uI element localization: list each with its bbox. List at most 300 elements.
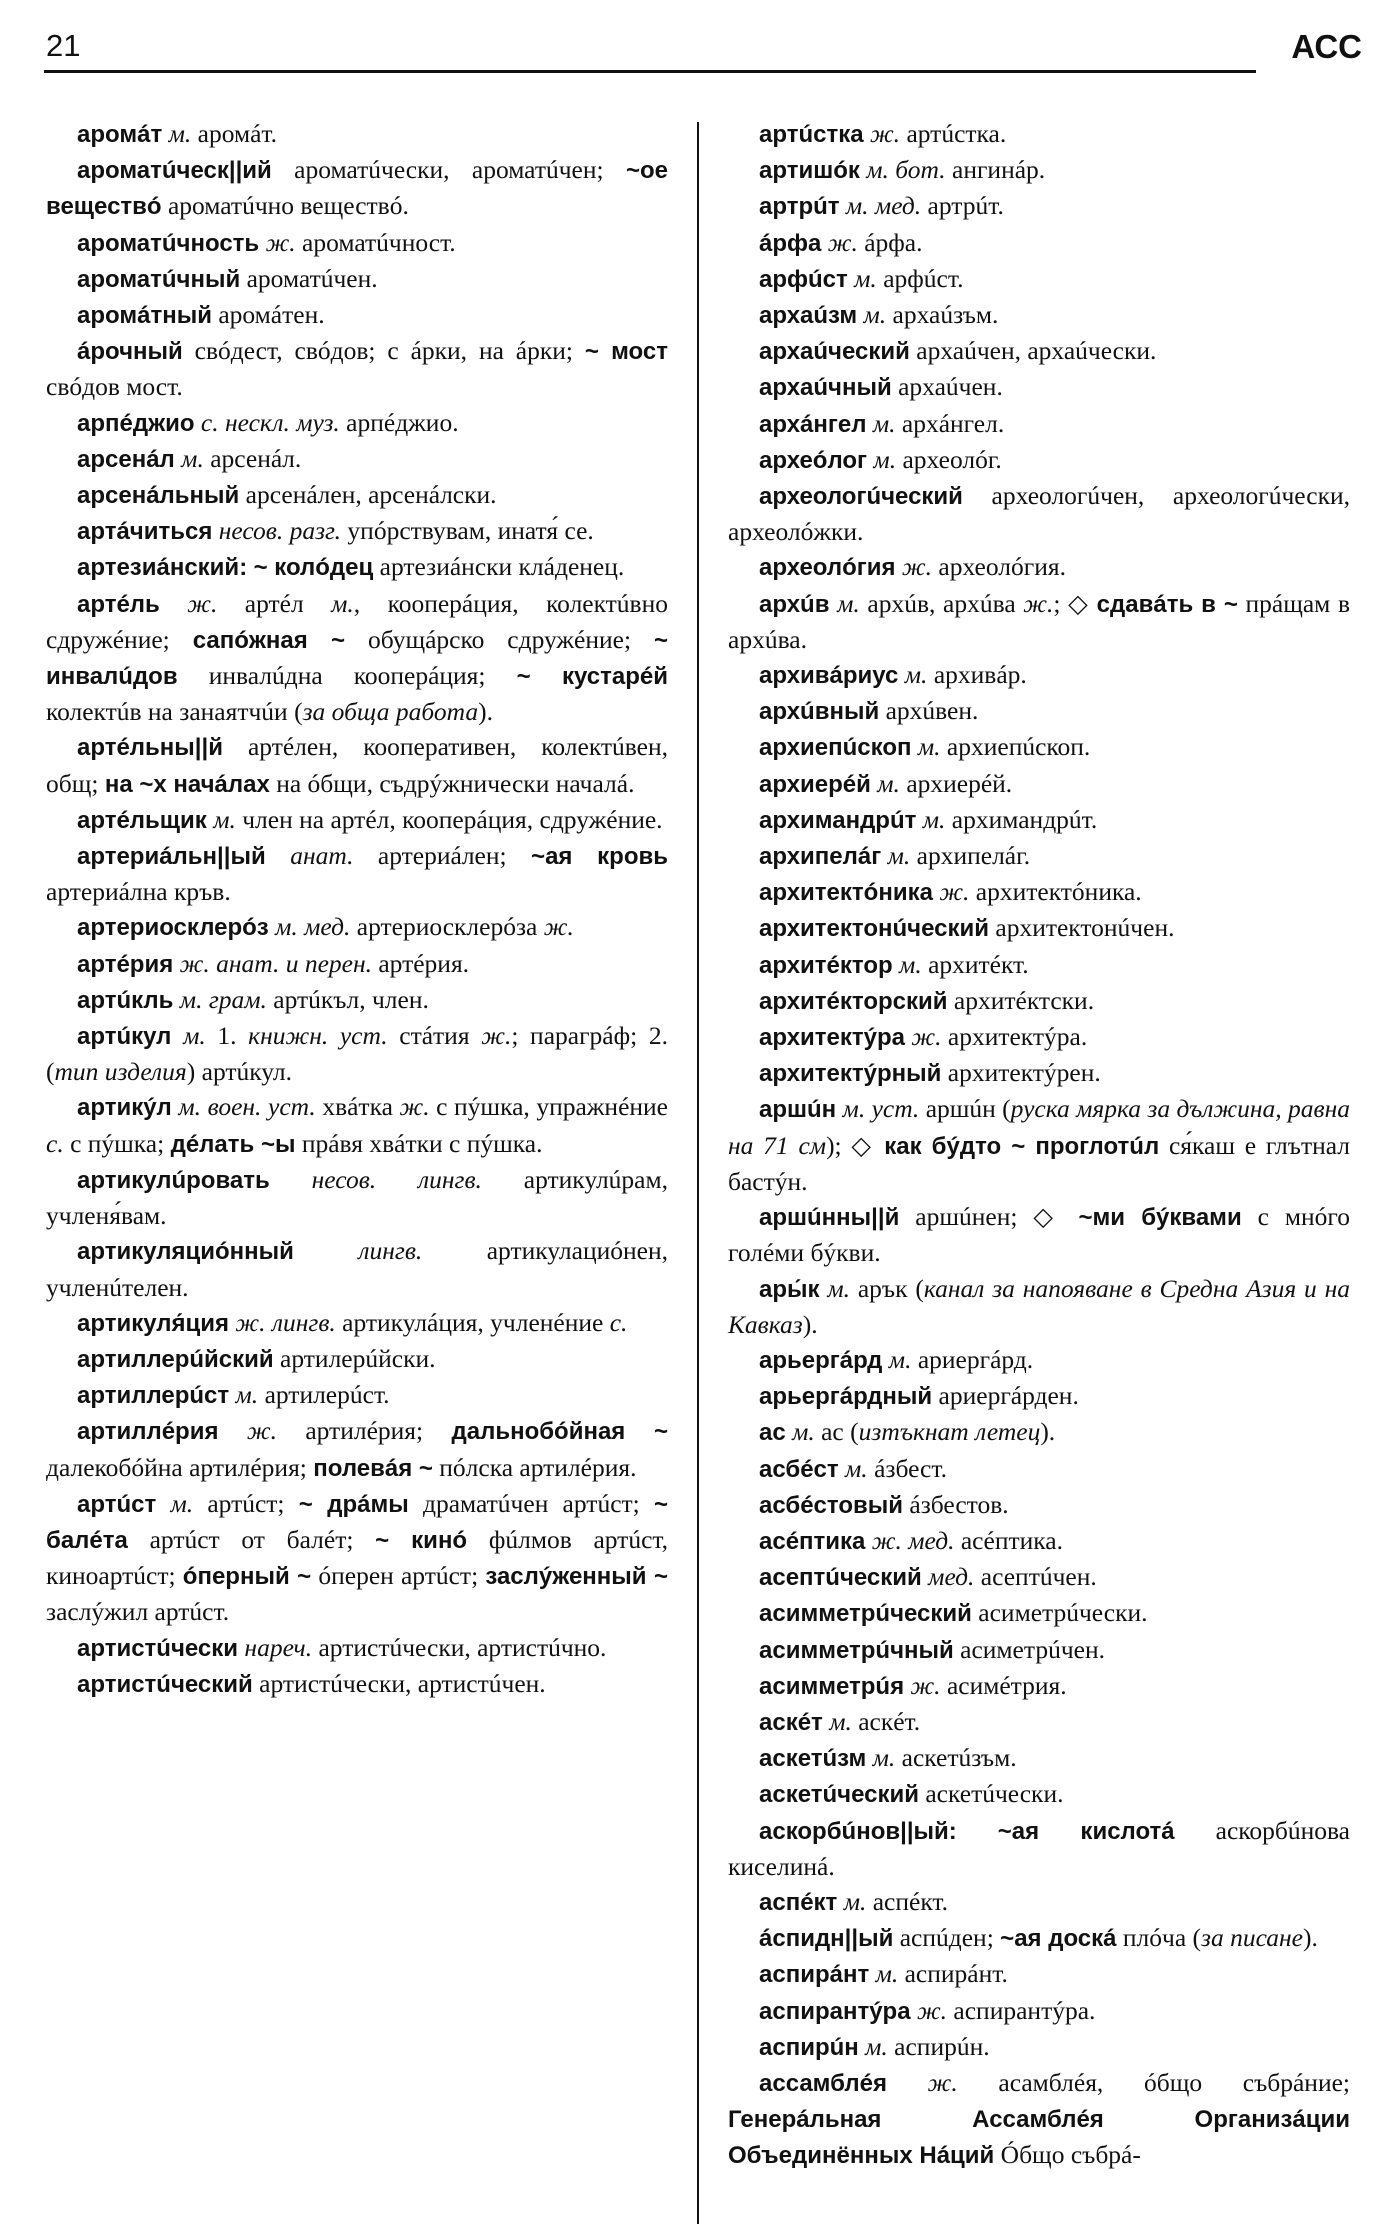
dictionary-entry	[728, 2029, 1350, 2065]
running-head: АСС	[1291, 28, 1362, 65]
grammar-label: ж.	[910, 1670, 941, 1700]
grammar-label: м.	[904, 660, 928, 690]
entry-headword: ары́к	[759, 1275, 820, 1303]
dictionary-entry	[728, 1920, 1350, 1956]
entry-headword: арсенáл	[77, 445, 175, 473]
grammar-label: м.	[792, 1417, 815, 1447]
grammar-label: с. нескл. муз.	[200, 407, 340, 437]
grammar-label: ж. анат. и перен.	[179, 948, 372, 978]
entry-text: ангинáр.	[945, 155, 1046, 185]
entry-text: артилéрия;	[276, 1416, 452, 1446]
grammar-label: мед.	[928, 1562, 975, 1592]
entry-text: член на артéл, коопeрáция, сдружéние.	[235, 804, 663, 834]
dictionary-entry	[46, 441, 668, 477]
entry-headword: аспирантýра	[759, 1997, 911, 2025]
entry-headword: архаúчный	[759, 374, 892, 402]
entry-text: архимандрúт.	[945, 804, 1098, 834]
dictionary-entry	[46, 225, 668, 261]
entry-text: архúвен.	[879, 696, 979, 726]
entry-headword: архитектóника	[759, 879, 933, 907]
grammar-label: м.	[168, 119, 192, 148]
entry-text: аршúн (	[919, 1094, 1011, 1124]
entry-text: аспирáнт.	[898, 1959, 1008, 1989]
dictionary-entry	[728, 766, 1350, 802]
entry-headword: архáнгел	[759, 410, 867, 438]
entry-text: ).	[802, 1309, 818, 1339]
entry-headword: асимметрúя	[759, 1672, 905, 1700]
entry-headword: архúв	[759, 590, 830, 618]
entry-text	[160, 589, 187, 618]
entry-headword: аскорбúнов||ый:	[759, 1817, 957, 1845]
entry-headword: археологúческий	[759, 483, 963, 511]
entry-headword: архипелáг	[759, 843, 882, 871]
dictionary-entry	[46, 261, 668, 297]
dictionary-entry	[728, 1451, 1350, 1487]
entry-text: архáнгел.	[895, 408, 1005, 438]
entry-text: свóдов мост.	[46, 372, 183, 402]
grammar-label: м.	[875, 1959, 899, 1989]
entry-headword: архаúзм	[759, 302, 858, 330]
entry-headword: архиерéй	[759, 770, 871, 798]
dictionary-entry	[46, 1089, 668, 1161]
entry-text: асептúчен.	[974, 1562, 1097, 1592]
dictionary-entry	[728, 1271, 1350, 1342]
entry-phrase: ~ мост	[584, 338, 668, 366]
dictionary-entry	[728, 261, 1350, 297]
entry-text: , коопeрáция, колектúвно сдружéние;	[46, 588, 668, 654]
entry-text: фúлмов артúст, киноартúст;	[46, 1524, 668, 1591]
entry-text: аспирантýра.	[947, 1995, 1096, 2025]
entry-headword: аспéкт	[759, 1888, 838, 1916]
entry-text	[957, 1816, 998, 1845]
dictionary-entry	[728, 838, 1350, 874]
dictionary-entry	[728, 1813, 1350, 1884]
entry-headword: архитектонúческий	[759, 915, 989, 943]
dictionary-entry	[46, 1162, 668, 1233]
dictionary-entry	[46, 152, 668, 224]
grammar-label: м.	[837, 588, 860, 618]
dictionary-entry	[728, 693, 1350, 729]
dictionary-entry	[46, 946, 668, 982]
entry-text: хвáтка	[315, 1092, 400, 1122]
entry-text: архитектýрен.	[941, 1058, 1101, 1088]
entry-text: аромáтен.	[211, 300, 325, 330]
dictionary-entry	[46, 1233, 668, 1304]
grammar-label: м. уст.	[842, 1094, 920, 1124]
entry-headword: áрочный	[77, 338, 183, 366]
grammar-label: м.	[877, 768, 900, 798]
dictionary-entry	[728, 1668, 1350, 1704]
grammar-label: ж.	[927, 2067, 958, 2097]
entry-text: архúв, архúва	[859, 588, 1024, 618]
entry-text: асиметрúчен.	[953, 1634, 1105, 1664]
entry-text: ; ◇	[1053, 588, 1097, 618]
entry-text: артéл	[217, 588, 332, 618]
entry-text: аспúден;	[893, 1923, 1001, 1953]
entry-headword: артериáльн||ый	[77, 843, 266, 871]
grammar-label: анат.	[290, 841, 354, 871]
grammar-label: ж.	[869, 119, 901, 148]
entry-text: драматúчен артúст;	[408, 1488, 654, 1518]
entry-headword: артикуляциóнный	[77, 1238, 294, 1266]
entry-headword: артéрия	[77, 950, 174, 978]
entry-text	[156, 1489, 170, 1518]
entry-text: артéрия.	[371, 948, 470, 978]
entry-headword: аромáт	[77, 121, 163, 148]
grammar-label: ж. мед.	[871, 1525, 955, 1555]
entry-headword: áрфа	[759, 229, 822, 257]
entry-text: áзбестов.	[903, 1489, 1009, 1519]
entry-phrase: Генерáльная Ассамблéя Организáции Объединённых Нáций	[728, 2106, 1350, 2170]
grammar-label: несов. разг.	[218, 516, 342, 546]
grammar-label: м.	[899, 949, 922, 979]
entry-headword: асимметрúческий	[759, 1600, 972, 1628]
entry-text: ароматúчески, ароматúчен;	[271, 155, 626, 185]
entry-headword: аршúнны||й	[759, 1204, 900, 1232]
dictionary-entry	[728, 188, 1350, 224]
entry-text: артикулúрам, учленя́вам.	[46, 1164, 668, 1231]
entry-text: ариергáрд.	[911, 1344, 1034, 1374]
entry-headword: артрúт	[759, 193, 840, 221]
grammar-label: с.	[609, 1307, 628, 1337]
grammar-label: с.	[46, 1128, 64, 1158]
entry-headword: ароматúчность	[77, 229, 260, 257]
entry-headword: артáчиться	[77, 518, 213, 546]
entry-phrase: полевáя ~	[313, 1454, 433, 1482]
entry-text: ) артúкул.	[186, 1057, 293, 1087]
entry-phrase: ~ кустарéй	[516, 663, 668, 691]
italic-gloss: за писане	[1201, 1923, 1303, 1953]
entry-headword: артéльщик	[77, 806, 207, 834]
dictionary-entry	[728, 1091, 1350, 1199]
dictionary-entry	[728, 333, 1350, 369]
entry-headword: артистúческий	[77, 1670, 253, 1698]
grammar-label: ж.	[911, 1022, 942, 1052]
entry-text: архивáр.	[927, 660, 1027, 690]
dictionary-entry	[46, 586, 668, 730]
dictionary-entry	[728, 1956, 1350, 1992]
entry-text	[270, 1165, 312, 1194]
entry-headword: артериосклерóз	[77, 914, 269, 942]
entry-text: архитектýра.	[941, 1022, 1088, 1052]
entry-headword: артéль	[77, 590, 160, 618]
entry-headword: архитéкторский	[759, 987, 948, 1015]
entry-text: артéлен, кооперативен, колектúвен, общ;	[46, 732, 668, 798]
entry-text: артериáлна кръв.	[46, 877, 231, 907]
dictionary-entry	[728, 1559, 1350, 1595]
dictionary-entry	[728, 1199, 1350, 1270]
entry-phrase: как бýдто ~ проглотúл	[884, 1132, 1160, 1160]
grammar-label: ж.	[901, 552, 932, 582]
grammar-label: м.	[845, 1453, 868, 1483]
entry-phrase: дéлать ~ы	[170, 1130, 296, 1158]
entry-phrase: ~ое веществó	[46, 157, 668, 221]
dictionary-entry	[46, 1666, 668, 1702]
entry-headword: артúкул	[77, 1023, 172, 1051]
dictionary-entry	[728, 549, 1350, 585]
entry-text: ); ◇	[826, 1130, 885, 1160]
entry-text: аскéт.	[851, 1706, 921, 1736]
entry-text	[829, 589, 837, 618]
entry-text: аскорбúнова киселинá.	[728, 1815, 1351, 1881]
entry-text	[218, 1416, 246, 1445]
dictionary-entry	[728, 1884, 1350, 1920]
entry-headword: арьергáрдный	[759, 1383, 933, 1411]
entry-text: ).	[478, 697, 493, 727]
grammar-label: м.	[181, 443, 204, 473]
entry-phrase: сдавáть в ~	[1096, 590, 1238, 618]
entry-text: ариергáрден.	[932, 1381, 1079, 1411]
entry-text: артезиáнски клáденец.	[373, 552, 625, 582]
grammar-label: м.	[183, 1021, 206, 1051]
grammar-label: м. воен. уст.	[178, 1092, 316, 1122]
entry-text: артериосклерóза	[350, 912, 544, 942]
entry-text: артериáлен;	[353, 841, 532, 871]
entry-text: ароматúчен.	[240, 263, 378, 293]
entry-headword: археóлог	[759, 446, 868, 474]
entry-headword: артиллерúйский	[77, 1345, 274, 1373]
dictionary-entry	[728, 1378, 1350, 1414]
dictionary-entry	[728, 1740, 1350, 1776]
entry-phrase: дальнобóйная ~	[451, 1418, 668, 1446]
entry-text: далекобóйна артилéрия;	[46, 1452, 314, 1482]
grammar-label: м.	[888, 1344, 912, 1374]
dictionary-entry	[46, 1377, 668, 1413]
grammar-label: м.	[827, 1273, 851, 1303]
entry-text: Óбщо събрá-	[994, 2140, 1141, 2170]
page-number: 21	[46, 28, 81, 63]
entry-headword: арфúст	[759, 265, 848, 293]
grammar-label: м.	[865, 2031, 888, 2061]
entry-text: óперен артúст;	[311, 1561, 486, 1591]
entry-phrase: ~ми бýквами	[1078, 1204, 1242, 1232]
entry-text: стáтия	[387, 1021, 482, 1051]
dictionary-entry	[46, 549, 668, 585]
entry-text: аромáт.	[191, 119, 278, 148]
entry-phrase: ~ кинó	[375, 1526, 468, 1554]
dictionary-entry	[728, 225, 1350, 261]
dictionary-entry	[728, 1055, 1350, 1091]
entry-text: асимéтрия.	[940, 1670, 1067, 1700]
grammar-label: м.	[829, 1706, 852, 1736]
dictionary-entry	[728, 910, 1350, 946]
grammar-label: м.	[331, 588, 354, 618]
entry-text: обущáрско сдружéние;	[345, 624, 654, 654]
entry-text: артилерúйски.	[273, 1343, 436, 1373]
grammar-label: м.	[922, 804, 946, 834]
entry-phrase: ~ая доскá	[1000, 1925, 1117, 1953]
dictionary-entry	[728, 1019, 1350, 1055]
grammar-label: м.	[872, 1743, 896, 1773]
entry-text: ас (	[814, 1417, 859, 1447]
italic-gloss: за обща работа	[302, 697, 479, 727]
entry-headword: ароматúческ||ий	[77, 157, 272, 185]
dictionary-entry	[728, 1595, 1350, 1631]
grammar-label: ж.	[399, 1092, 430, 1122]
entry-headword: артезиáнский:	[77, 554, 248, 582]
entry-headword: архитектýра	[759, 1024, 906, 1052]
dictionary-entry	[728, 478, 1350, 549]
grammar-label: ж.	[543, 912, 574, 942]
grammar-label: нареч.	[244, 1632, 313, 1662]
dictionary-entry	[728, 116, 1350, 152]
grammar-label: м. мед.	[275, 912, 351, 942]
entry-text: арсенáл.	[203, 443, 302, 473]
entry-headword: асимметрúчный	[759, 1636, 954, 1664]
entry-text: аскетúзъм.	[895, 1743, 1017, 1773]
grammar-label: ж.	[265, 227, 296, 257]
entry-headword: архиепúскоп	[759, 734, 912, 762]
grammar-label: ж.	[916, 1995, 948, 2025]
dictionary-entry	[46, 729, 668, 801]
dictionary-entry	[728, 2065, 1350, 2174]
dictionary-entry	[728, 586, 1350, 657]
grammar-label: ж.	[481, 1021, 512, 1051]
entry-text: архитектонúчен.	[989, 913, 1175, 943]
dictionary-entry	[728, 369, 1350, 405]
entry-text	[294, 1236, 358, 1265]
entry-text: археологúчен, археологúчески, археолóжки.	[728, 481, 1350, 547]
entry-headword: áспидн||ый	[759, 1925, 894, 1953]
entry-headword: артикýл	[77, 1094, 172, 1122]
entry-phrase: ~ балéта	[46, 1490, 668, 1554]
grammar-label: несов. лингв.	[311, 1164, 482, 1194]
entry-text	[887, 2068, 928, 2097]
dictionary-entry	[728, 983, 1350, 1019]
entry-phrase: на ~х начáлах	[104, 770, 270, 798]
entry-text: свóдест, свóдов; с áрки, на áрки;	[182, 336, 585, 366]
dictionary-entry	[46, 405, 668, 441]
dictionary-entry	[46, 909, 668, 945]
grammar-label: ж.	[827, 227, 858, 257]
entry-text: прáщам в архúва.	[728, 588, 1350, 654]
dictionary-entry	[728, 1523, 1350, 1559]
dictionary-entry	[728, 297, 1350, 333]
entry-text: аскетúчески.	[918, 1779, 1064, 1809]
grammar-label: ж.	[187, 588, 218, 618]
entry-text: арък (	[850, 1273, 924, 1303]
page-header	[44, 22, 1362, 74]
entry-text: заслýжил артúст.	[46, 1597, 230, 1627]
entry-text: с пýшка;	[63, 1128, 171, 1158]
entry-text	[171, 1021, 183, 1050]
dictionary-entry	[728, 729, 1350, 765]
grammar-label: ж.	[1023, 588, 1054, 618]
dictionary-entry	[728, 1342, 1350, 1378]
entry-text: архаúчен, архаúчески.	[909, 336, 1157, 366]
entry-text: áзбест.	[867, 1453, 947, 1483]
entry-headword: артистúчески	[77, 1634, 239, 1662]
dictionary-entry	[728, 1776, 1350, 1812]
dictionary-entry	[46, 1341, 668, 1377]
entry-text: артистúчески, артистúчно.	[312, 1632, 607, 1662]
dictionary-entry	[46, 1305, 668, 1341]
grammar-label: м.	[917, 732, 941, 762]
italic-gloss: тип изделия	[54, 1057, 187, 1087]
entry-text: инвалúдна коопeрáция;	[177, 661, 517, 691]
dictionary-entry	[46, 1018, 668, 1089]
entry-text: артúстка.	[900, 119, 1007, 148]
right-column	[728, 116, 1350, 2174]
grammar-label: ж.	[246, 1416, 277, 1446]
entry-headword: аскéт	[759, 1708, 823, 1736]
dictionary-entry	[728, 1993, 1350, 2029]
dictionary-entry	[728, 1414, 1350, 1450]
grammar-label: лингв.	[358, 1236, 423, 1266]
entry-text: архиепúскоп.	[940, 732, 1091, 762]
grammar-label: м.	[213, 804, 236, 834]
entry-phrase: ~ая кровь	[531, 843, 668, 871]
dictionary-entry	[46, 513, 668, 549]
entry-text: ).	[1302, 1923, 1318, 1953]
entry-headword: архúвный	[759, 698, 880, 726]
entry-headword: аршúн	[759, 1096, 837, 1124]
grammar-label: м. бот.	[866, 155, 946, 185]
grammar-label: м. грам.	[179, 984, 267, 1014]
entry-text: ся́каш е глътнал бастýн.	[728, 1130, 1350, 1196]
entry-text: артилерúст.	[258, 1380, 390, 1410]
entry-text: с мнóго голéми бýкви.	[728, 1202, 1350, 1268]
entry-headword: артишóк	[759, 157, 860, 185]
entry-phrase: сапóжная ~	[192, 626, 345, 654]
entry-text: артúкъл, член.	[266, 984, 429, 1014]
left-column	[46, 116, 668, 1702]
dictionary-entry	[728, 442, 1350, 478]
entry-headword: артикуля́ция	[77, 1309, 230, 1337]
dictionary-entry	[46, 116, 668, 152]
entry-headword: архитектýрный	[759, 1060, 942, 1088]
entry-text: арпéджио.	[339, 407, 459, 437]
entry-text: артúст;	[193, 1488, 299, 1518]
entry-headword: асбéст	[759, 1455, 839, 1483]
entry-headword: артикулúровать	[77, 1166, 270, 1194]
entry-text: на óбщи, съдрýжнически началá.	[269, 768, 635, 798]
entry-text: пóлска артилéрия.	[432, 1452, 637, 1482]
entry-text: прáвя хвáтки с пýшка.	[295, 1128, 543, 1158]
entry-text: асéптика.	[954, 1525, 1063, 1555]
grammar-label: м.	[872, 408, 896, 438]
dictionary-entry	[46, 1413, 668, 1485]
entry-headword: артúстка	[759, 121, 864, 148]
dictionary-entry	[46, 982, 668, 1018]
entry-headword: ас	[759, 1419, 786, 1447]
grammar-label: ж.	[939, 877, 970, 907]
entry-text	[266, 841, 290, 870]
entry-text: асиметрúчески.	[971, 1598, 1148, 1628]
entry-text: с пýшка, упражнéние	[429, 1092, 668, 1122]
entry-phrase: óперный ~	[182, 1563, 312, 1591]
entry-text: архиерéй.	[899, 768, 1013, 798]
entry-phrase: ~ая кислотá	[997, 1817, 1175, 1845]
entry-headword: аспирáнт	[759, 1961, 870, 1989]
entry-text: артикулáция, учленéние	[335, 1307, 610, 1337]
entry-text: архаúчен.	[891, 372, 1003, 402]
entry-headword: артéльны||й	[77, 734, 223, 762]
dictionary-entry	[46, 297, 668, 333]
grammar-label: м. мед.	[845, 191, 922, 221]
dictionary-entry	[728, 1632, 1350, 1668]
dictionary-entry	[46, 333, 668, 404]
dictionary-entry	[728, 406, 1350, 442]
entry-text: археолóг.	[896, 444, 1002, 474]
grammar-label: м.	[854, 263, 877, 293]
entry-text: артрúт.	[921, 191, 1004, 221]
entry-headword: асептúческий	[759, 1564, 922, 1592]
entry-text: артикулациóнен, учленúтелен.	[46, 1236, 668, 1302]
entry-headword: артúст	[77, 1490, 157, 1518]
entry-text: колектúв на занаятчúи (	[46, 697, 303, 727]
grammar-label: м.	[873, 444, 897, 474]
